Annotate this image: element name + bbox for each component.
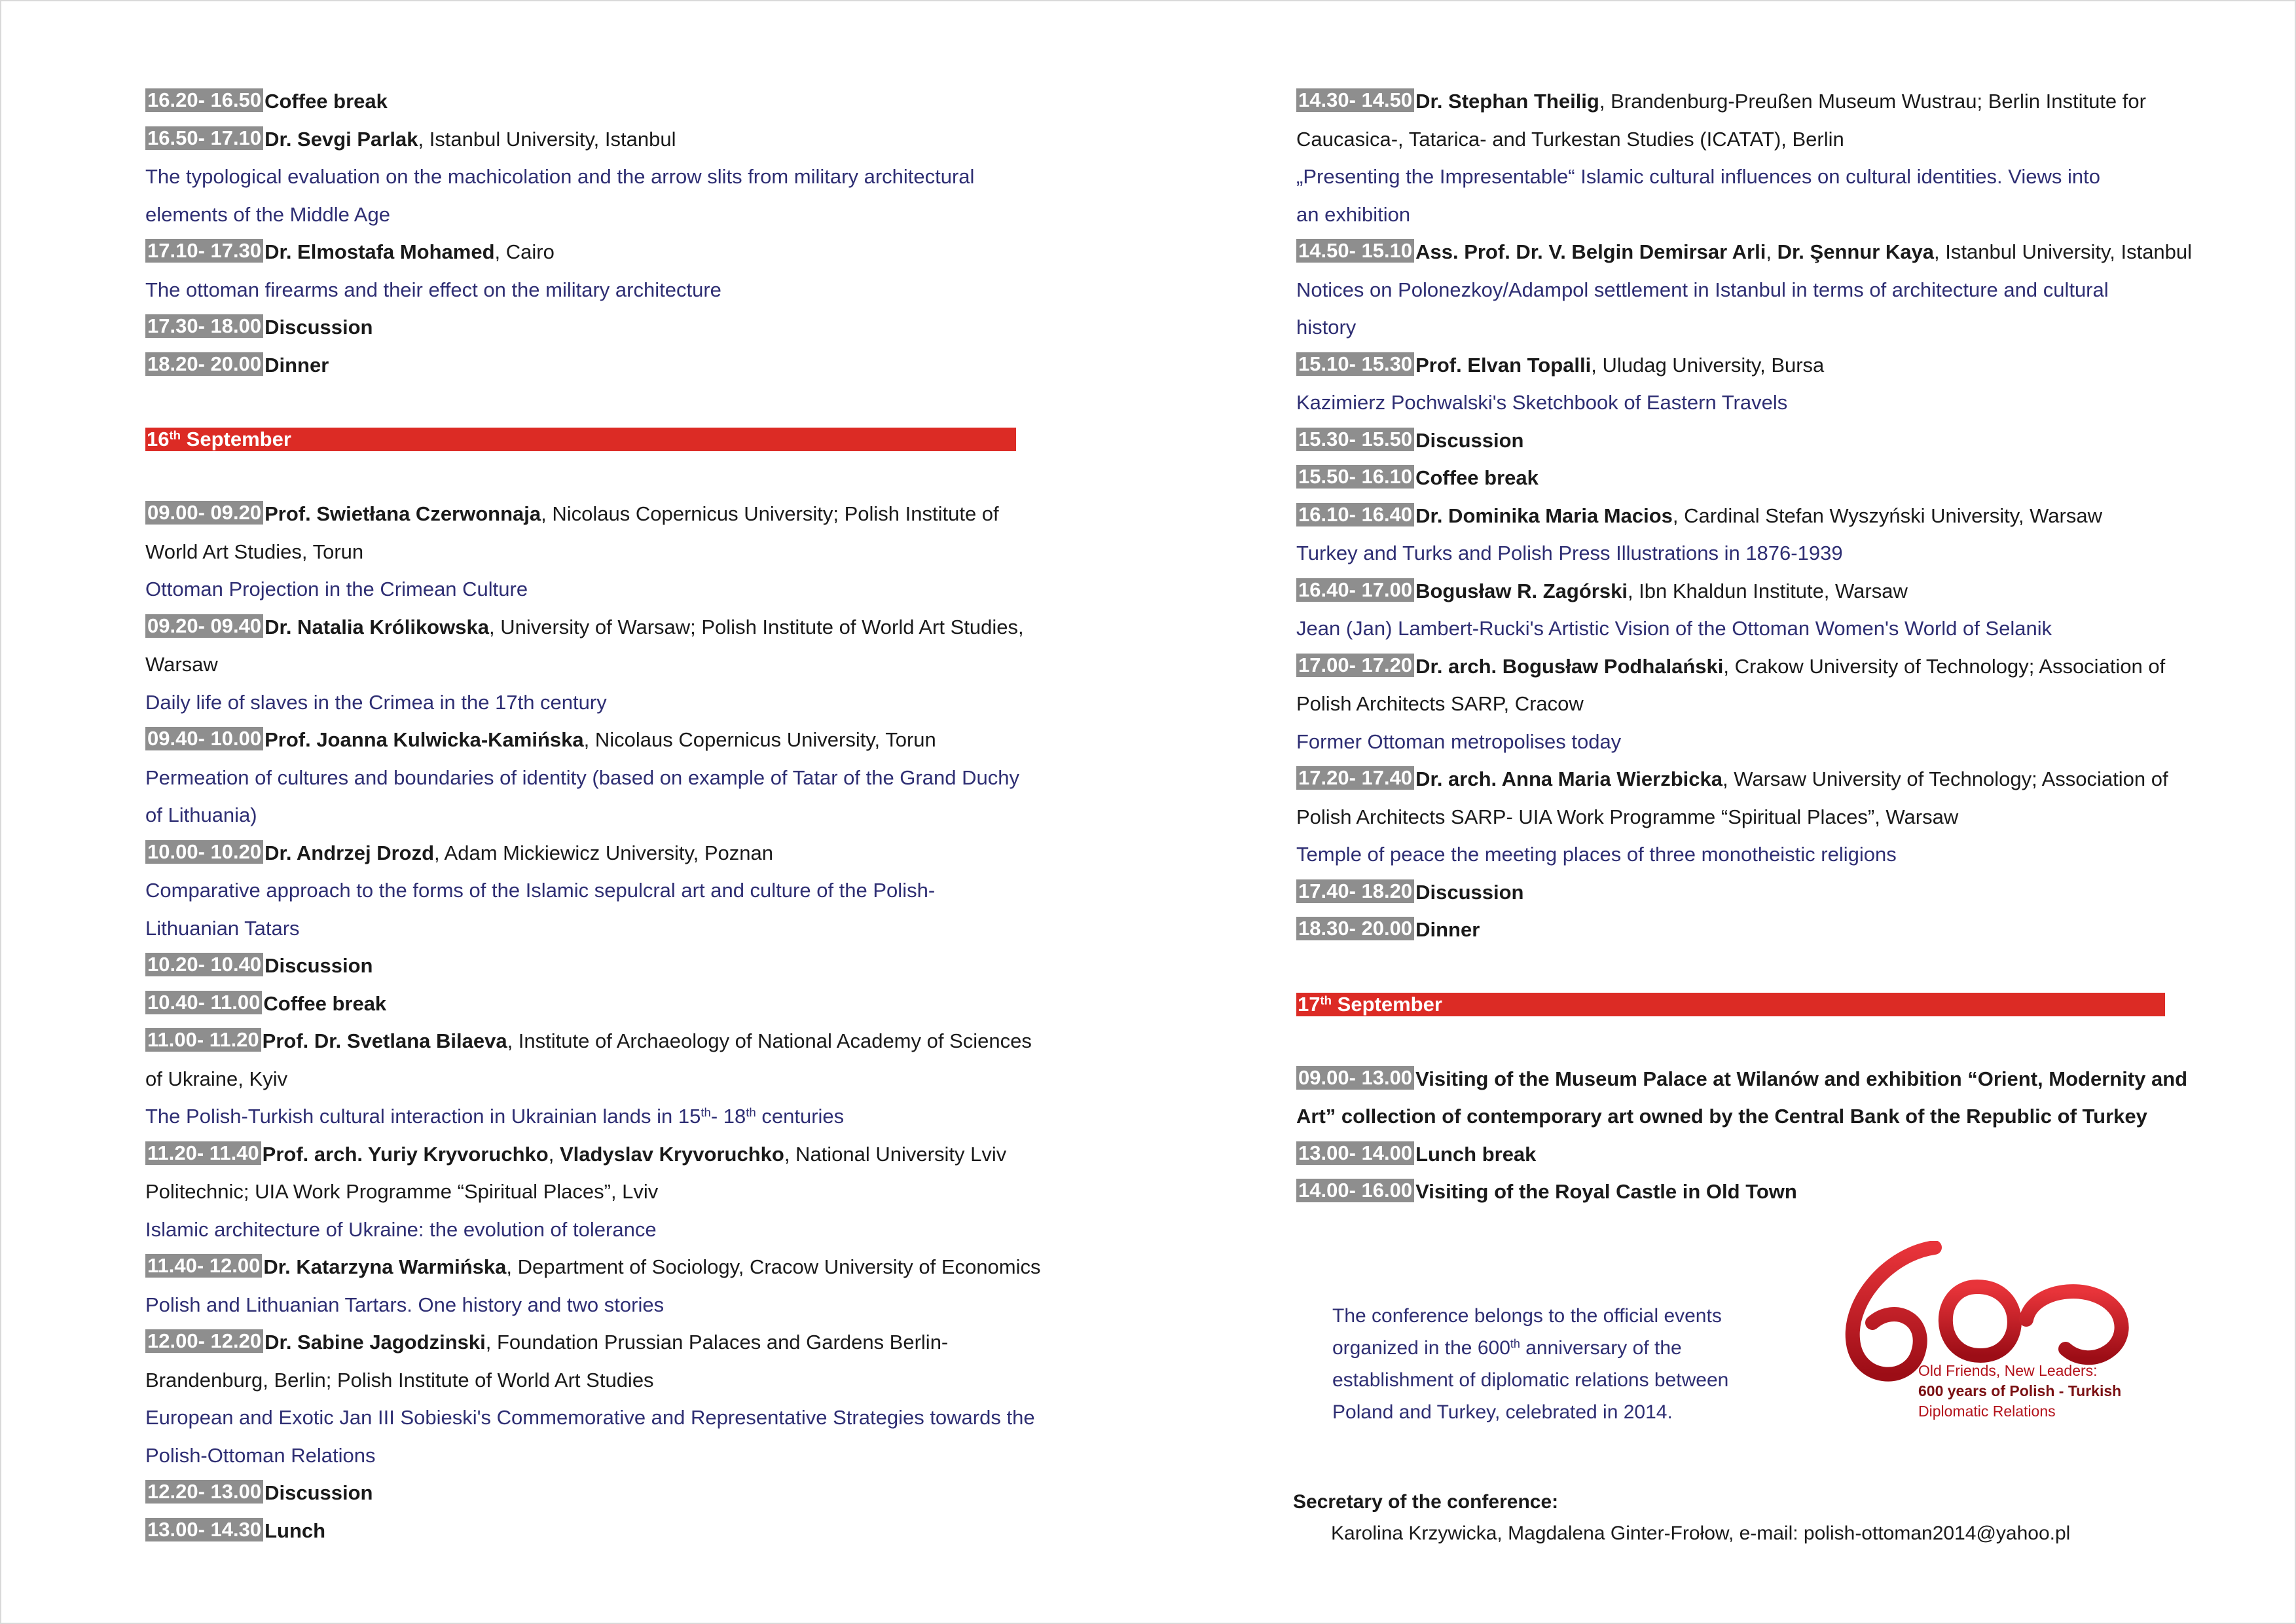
affiliation: , Ibn Khaldun Institute, Warsaw [1627,579,1908,602]
time-slot: 17.00- 17.20 [1296,654,1414,677]
program-item [1296,497,2164,535]
program-item [1296,874,2164,912]
affiliation-line: Warsaw [145,653,218,676]
speaker-or-event: Vladyslav Kryvoruchko [559,1142,784,1166]
talk-title-part: - 18 [710,1105,746,1128]
program-item-continuation [1296,1098,2164,1135]
affiliation-line: Polish Architects SARP, Cracow [1296,692,1584,715]
talk-title: Comparative approach to the forms of the Islamic sepulcral art and culture of the Polish- [145,879,936,902]
talk-title-part: centuries [756,1105,845,1128]
time-slot: 12.00- 12.20 [145,1329,263,1353]
affiliation: , Adam Mickiewicz University, Poznan [434,841,774,864]
talk-title: The ottoman firearms and their effect on the military architecture [145,278,721,301]
program-item [145,1248,1041,1286]
spacer [1296,1023,2164,1060]
program-item [145,1135,1016,1173]
logo-caption: Old Friends, New Leaders: 600 years of Polish - Turkish Diplomatic Relations [1918,1362,2122,1420]
superscript: th [746,1105,756,1119]
speaker-or-event: Lunch [264,1519,326,1542]
speaker-or-event: Ass. Prof. Dr. V. Belgin Demirsar Arli [1415,240,1766,263]
affiliation: , Cairo [494,240,555,263]
talk-title: an exhibition [1296,202,1411,226]
time-slot: 18.30- 20.00 [1296,917,1414,940]
affiliation: , [1766,240,1777,263]
program-list-17-september [1296,1060,2188,1211]
program-item [145,985,1016,1023]
spacer [145,384,1016,421]
program-item [145,120,1016,158]
spacer [1296,949,2164,986]
talk-title: Lithuanian Tatars [145,916,300,940]
program-list-16-september-afternoon [1296,83,2193,949]
time-slot: 11.00- 11.20 [145,1028,261,1052]
secretary-block: Secretary of the conference: Karolina Krzywicka, Magdalena Ginter-Frołow, e-mail: polish-ottoman2014@yahoo.pl [1293,1486,2070,1549]
affiliation-line: Polish Architects SARP- UIA Work Programme “Spiritual Places”, Warsaw [1296,805,1959,828]
speaker-or-event: Prof. Joanna Kulwicka-Kamińska [264,728,584,751]
program-list-15-september-end [145,83,1016,384]
program-item [145,83,1016,120]
speaker-or-event: Prof. Elvan Topalli [1415,353,1592,377]
anniversary-note: The conference belongs to the official events organized in the 600th anniversary of the establishment of diplomatic relations between Poland and Turkey, celebrated in 2014. [1332,1305,1729,1423]
day-header-17-september: 17th September [1296,993,2165,1016]
speaker-or-event: Visiting of the Royal Castle in Old Town [1415,1180,1797,1203]
program-item [145,1022,1032,1060]
speaker-or-event: Dr. Şennur Kaya [1777,240,1935,263]
affiliation: , Institute of Archaeology of National Academy of Sciences [507,1029,1032,1052]
talk-title: Polish and Lithuanian Tartars. One history and two stories [145,1293,665,1316]
talk-title: Temple of peace the meeting places of three monotheistic religions [1296,843,1897,866]
affiliation: , Istanbul University, Istanbul [418,127,676,151]
speaker-or-event: Dr. Stephan Theilig [1415,90,1599,113]
speaker-or-event: Discussion [1415,880,1524,904]
speaker-or-event: Prof. Dr. Svetlana Bilaeva [262,1029,507,1052]
speaker-or-event: Dr. Dominika Maria Macios [1415,504,1673,527]
affiliation: , National University Lviv [784,1142,1007,1166]
left-column [145,83,1041,1549]
program-item [145,721,1016,759]
right-column [1296,83,2193,1211]
talk-title: Permeation of cultures and boundaries of identity (based on example of Tatar of the Grand Duchy [145,766,1019,789]
speaker-or-event: Discussion [264,316,373,339]
program-item [145,495,1016,533]
speaker-or-event: Dr. Andrzej Drozd [264,841,435,864]
speaker-or-event: Dr. Elmostafa Mohamed [264,240,495,263]
speaker-or-event: Dr. Sevgi Parlak [264,127,418,151]
time-slot: 16.40- 17.00 [1296,578,1414,602]
time-slot: 09.00- 09.20 [145,501,263,525]
program-item [145,233,1016,271]
time-slot: 13.00- 14.00 [1296,1141,1414,1165]
program-item [145,1323,1016,1361]
speaker-or-event: Bogusław R. Zagórski [1415,579,1628,602]
program-item [1296,1135,2164,1173]
program-item [1296,760,2168,798]
affiliation: , Cardinal Stefan Wyszyński University, Warsaw [1672,504,2102,527]
time-slot: 09.00- 13.00 [1296,1066,1414,1090]
affiliation: , Istanbul University, Istanbul [1934,240,2193,263]
program-list-16-september [145,495,1041,1549]
affiliation: , Nicolaus Copernicus University; Polish Institute of [541,502,999,525]
program-item [145,1512,1016,1550]
time-slot: 18.20- 20.00 [145,352,263,376]
talk-title: Kazimierz Pochwalski's Sketchbook of Eastern Travels [1296,391,1788,414]
speaker-or-event: Coffee break [264,90,388,113]
talk-title: Ottoman Projection in the Crimean Culture [145,578,528,600]
affiliation-line: World Art Studies, Torun [145,540,364,563]
time-slot: 16.20- 16.50 [145,88,263,112]
program-item [1296,911,2164,949]
time-slot: 09.20- 09.40 [145,614,263,638]
program-item [1296,422,2164,460]
talk-title: Jean (Jan) Lambert-Rucki's Artistic Vision of the Ottoman Women's World of Selanik [1296,617,2052,640]
speaker-or-event: Dinner [264,353,329,377]
affiliation-line: of Ukraine, Kyiv [145,1067,288,1090]
secretary-contact[interactable]: Karolina Krzywicka, Magdalena Ginter-Frołow, e-mail: polish-ottoman2014@yahoo.pl [1331,1522,2071,1544]
talk-title: history [1296,316,1357,339]
time-slot: 15.50- 16.10 [1296,465,1414,489]
program-item [1296,83,2164,120]
time-slot: 11.20- 11.40 [145,1141,261,1165]
speaker-or-event: Dr. Sabine Jagodzinski [264,1331,486,1354]
superscript: th [701,1105,711,1119]
program-item [1296,346,2164,384]
speaker-or-event: Discussion [264,1481,373,1504]
time-slot: 10.40- 11.00 [145,991,262,1014]
talk-title: The typological evaluation on the machicolation and the arrow slits from military architectural [145,165,975,188]
program-item [145,834,1016,872]
time-slot: 10.00- 10.20 [145,840,263,864]
time-slot: 16.50- 17.10 [145,126,263,150]
time-slot: 15.10- 15.30 [1296,352,1414,376]
talk-title: of Lithuania) [145,803,257,826]
time-slot: 14.30- 14.50 [1296,88,1414,112]
affiliation: , Brandenburg-Preußen Museum Wustrau; Berlin Institute for [1599,90,2146,113]
affiliation: , Crakow University of Technology; Association of [1723,654,2166,678]
speaker-or-event: Dr. Natalia Królikowska [264,615,489,638]
speaker-or-event: Visiting of the Museum Palace at Wilanów and exhibition “Orient, Modernity and [1415,1067,2188,1090]
speaker-or-event: Art” collection of contemporary art owned by the Central Bank of the Republic of Turkey [1296,1105,2147,1128]
affiliation-line: Brandenburg, Berlin; Polish Institute of World Art Studies [145,1368,654,1392]
spacer [145,458,1016,495]
time-slot: 17.40- 18.20 [1296,879,1414,903]
speaker-or-event: Discussion [264,954,373,977]
talk-title-part: The Polish-Turkish cultural interaction in Ukrainian lands in 15 [145,1105,701,1128]
program-item [1296,1173,2164,1211]
speaker-or-event: Dr. arch. Anna Maria Wierzbicka [1415,767,1722,790]
talk-title: Former Ottoman metropolises today [1296,729,1622,753]
program-item [145,608,1024,646]
talk-title: Islamic architecture of Ukraine: the evolution of tolerance [145,1217,657,1241]
talk-title: Polish-Ottoman Relations [145,1443,376,1467]
talk-title: European and Exotic Jan III Sobieski's Commemorative and Representative Strategies towards the [145,1406,1035,1429]
time-slot: 14.50- 15.10 [1296,239,1414,263]
talk-title: elements of the Middle Age [145,202,390,226]
time-slot: 11.40- 12.00 [145,1254,262,1278]
affiliation: , Nicolaus Copernicus University, Torun [583,728,936,751]
affiliation-line: Caucasica-, Tatarica- and Turkestan Studies (ICATAT), Berlin [1296,127,1844,151]
program-item [145,1474,1016,1512]
program-item [145,308,1016,346]
talk-title: Notices on Polonezkoy/Adampol settlement in Istanbul in terms of architecture and cultural [1296,278,2109,301]
time-slot: 17.20- 17.40 [1296,766,1414,790]
affiliation: , Foundation Prussian Palaces and Gardens Berlin- [485,1331,949,1354]
program-item [1296,648,2164,686]
program-item [1296,233,2193,271]
time-slot: 10.20- 10.40 [145,953,263,976]
talk-title [145,1098,1016,1135]
affiliation: , University of Warsaw; Polish Institute of World Art Studies, [488,615,1024,638]
talk-title: Daily life of slaves in the Crimea in the 17th century [145,690,607,714]
affiliation: , [548,1142,560,1166]
talk-title: „Presenting the Impresentable“ Islamic cultural influences on cultural identities. Views into [1296,165,2100,188]
speaker-or-event: Coffee break [263,991,387,1015]
time-slot: 09.40- 10.00 [145,727,263,750]
speaker-or-event: Dr. Katarzyna Warmińska [263,1255,507,1278]
speaker-or-event: Discussion [1415,428,1524,452]
speaker-or-event: Prof. Swietłana Czerwonnaja [264,502,541,525]
time-slot: 14.00- 16.00 [1296,1179,1414,1202]
time-slot: 17.30- 18.00 [145,314,263,338]
day-header-16-september: 16th September [145,428,1016,451]
program-item [1296,572,2164,610]
speaker-or-event: Prof. arch. Yuriy Kryvoruchko [262,1142,549,1166]
affiliation-line: Politechnic; UIA Work Programme “Spiritual Places”, Lviv [145,1180,659,1203]
time-slot: 15.30- 15.50 [1296,428,1414,451]
speaker-or-event: Dr. arch. Bogusław Podhalański [1415,654,1724,678]
time-slot: 17.10- 17.30 [145,239,263,263]
affiliation: , Warsaw University of Technology; Association of [1722,767,2168,790]
time-slot: 12.20- 13.00 [145,1480,263,1504]
program-item [1296,459,2164,497]
program-item [145,947,1016,985]
speaker-or-event: Coffee break [1415,466,1539,489]
program-item [145,346,1016,384]
affiliation: , Department of Sociology, Cracow University of Economics [506,1255,1041,1278]
time-slot: 13.00- 14.30 [145,1518,263,1541]
speaker-or-event: Lunch break [1415,1142,1537,1166]
time-slot: 16.10- 16.40 [1296,503,1414,526]
talk-title: Turkey and Turks and Polish Press Illustrations in 1876-1939 [1296,542,1843,564]
program-item [1296,1060,2188,1098]
speaker-or-event: Dinner [1415,918,1480,941]
affiliation: , Uludag University, Bursa [1591,353,1825,377]
